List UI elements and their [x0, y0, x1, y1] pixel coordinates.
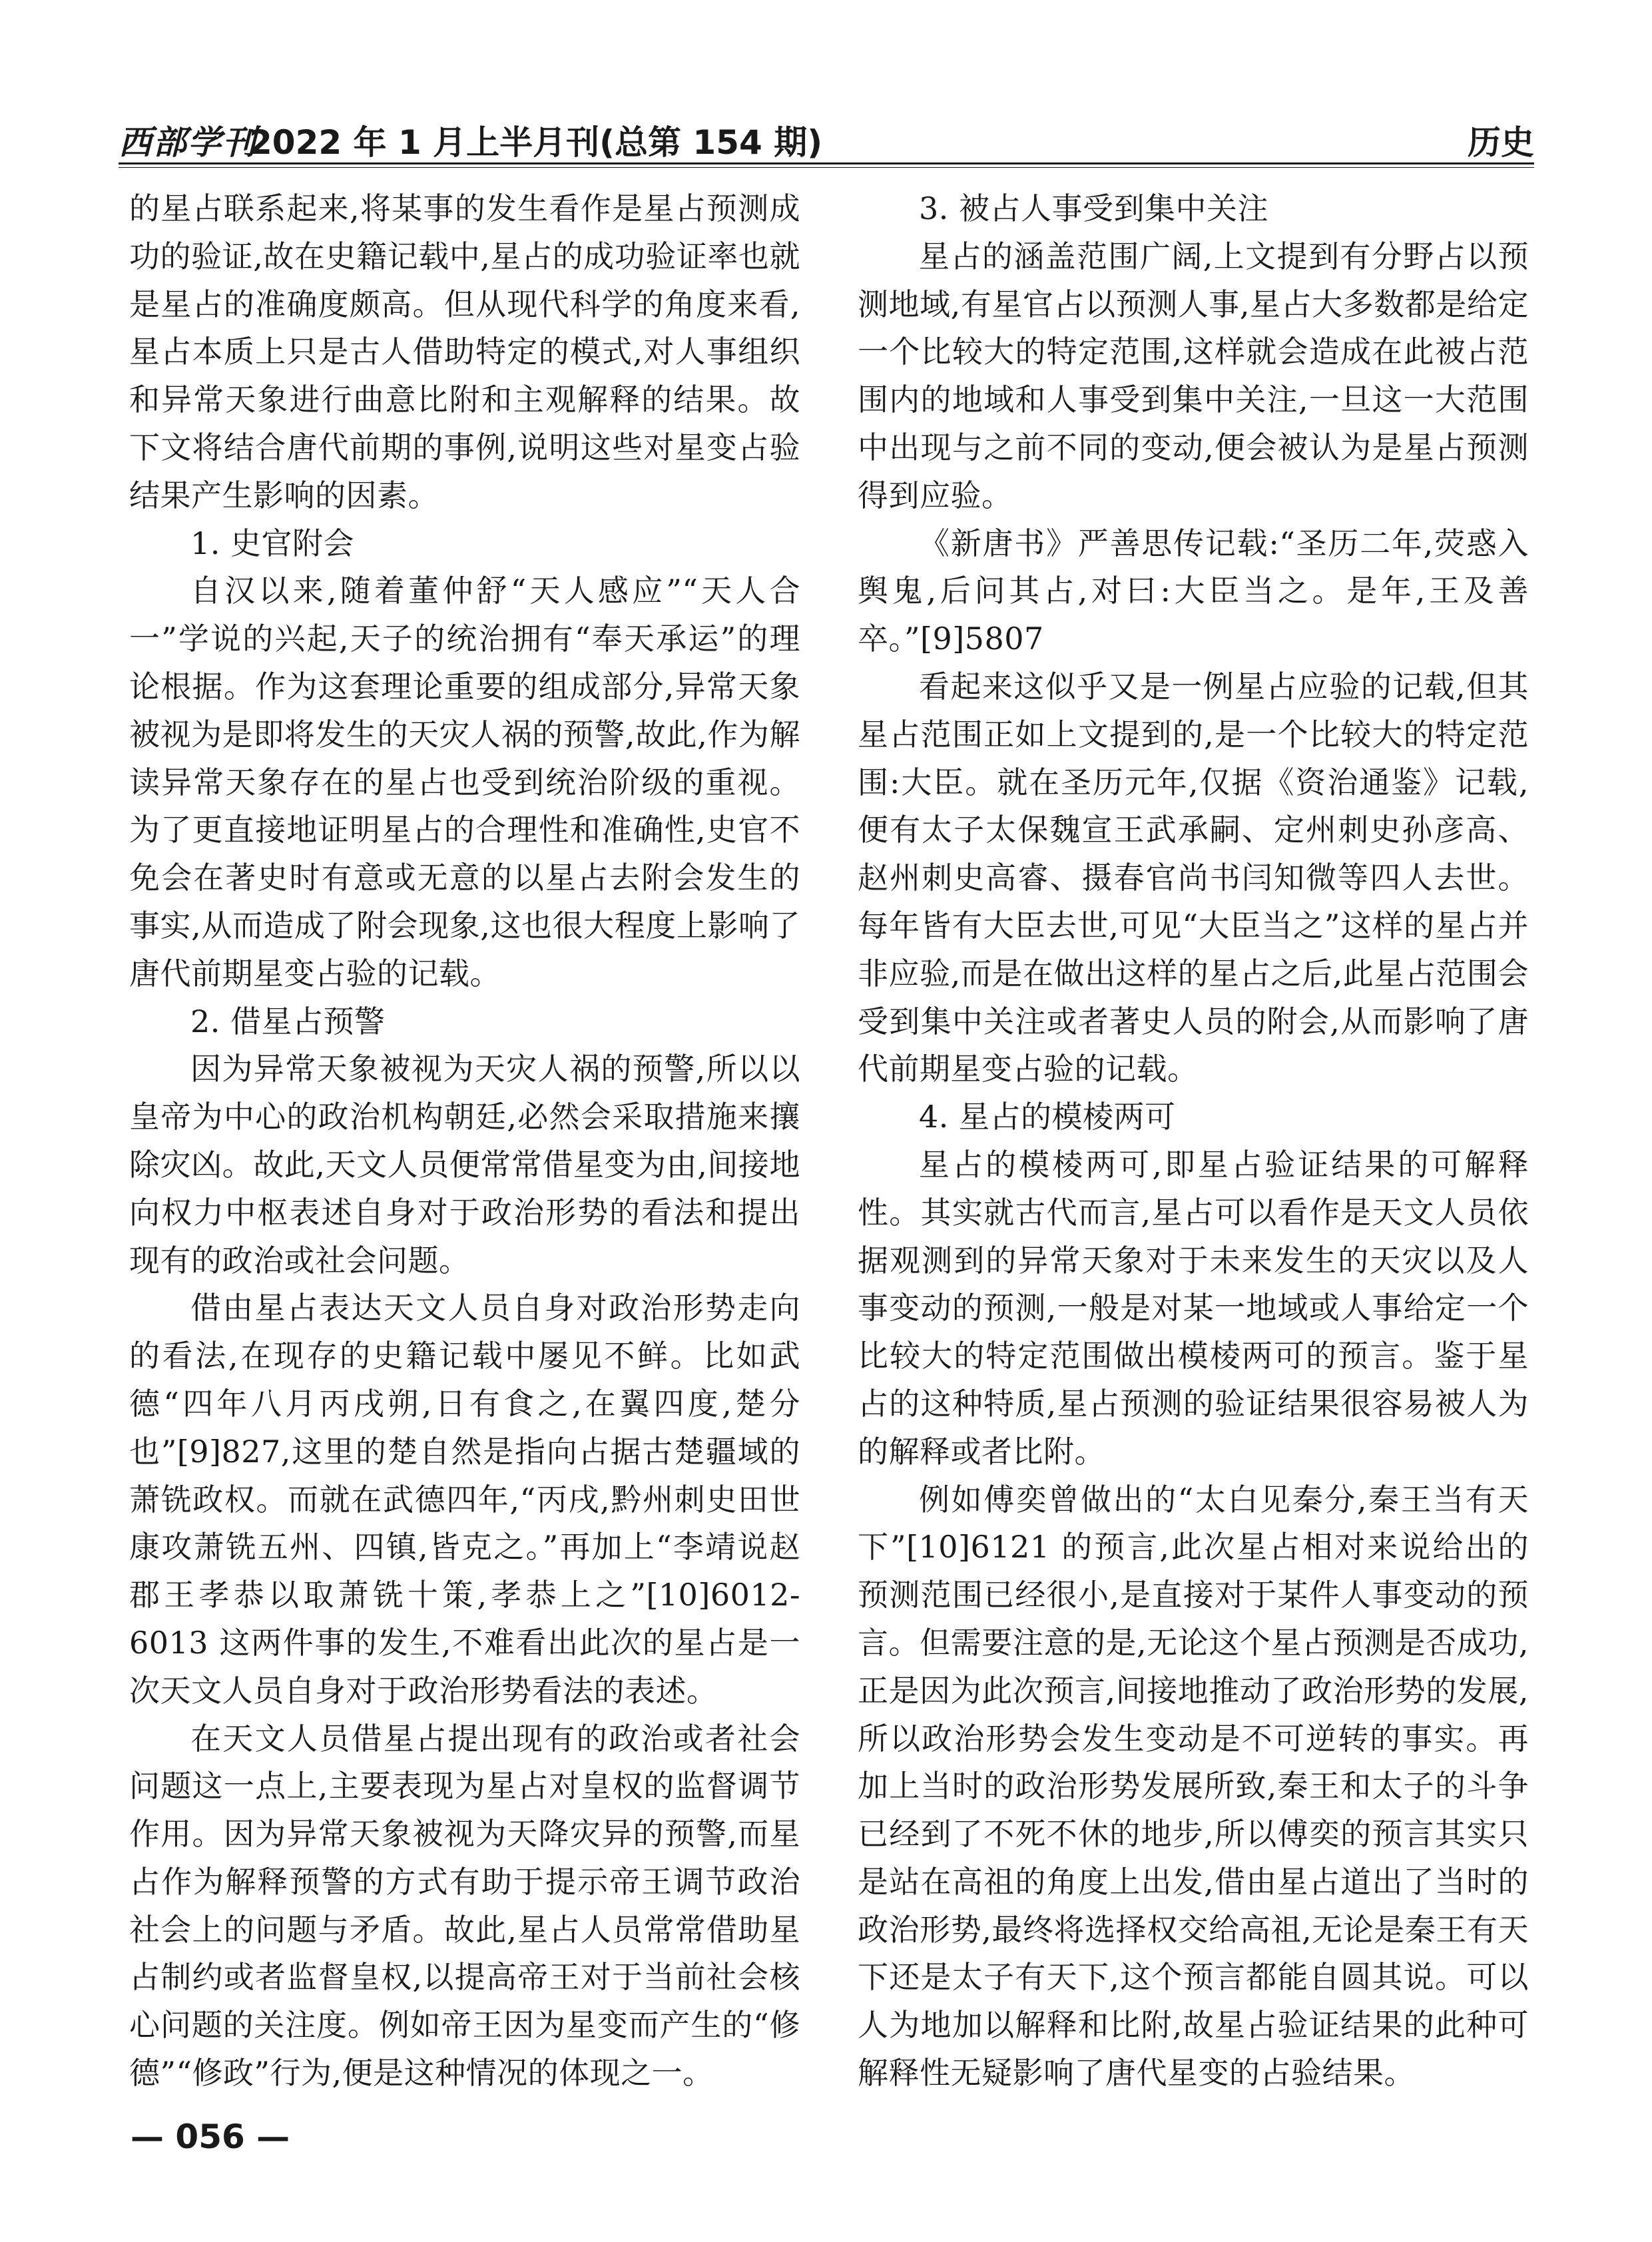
section-heading: 1. 史官附会 [190, 525, 355, 561]
paragraph: 自汉以来,随着董仲舒“天人感应”“天人合一”学说的兴起,天子的统治拥有“奉天承运”的理论根据。作为这套理论重要的组成部分,异常天象被视为是即将发生的天灾人祸的预警,故此,作为解读异常天象存在的星占也受到统治阶级的重视。为了更直接地证明星占的合理性和准确性,史官不免会在著史时有意或无意的以星占去附会发生的事实,从而造成了附会现象,这也很大程度上影响了唐代前期星变占验的记载。 [129, 573, 800, 991]
paragraph: 借由星占表达天文人员自身对政治形势走向的看法,在现存的史籍记载中屡见不鲜。比如武德“四年八月丙戌朔,日有食之,在翼四度,楚分也”[9]827,这里的楚自然是指向占据古楚疆域的萧铣政权。而就在武德四年,“丙戌,黔州刺史田世康攻萧铣五州、四镇,皆克之。”再加上“李靖说赵郡王孝恭以取萧铣十策,孝恭上之”[10]6012-6013 这两件事的发生,不难看出此次的星占是一次天文人员自身对于政治形势看法的表述。 [129, 1290, 800, 1709]
paragraph: 《新唐书》严善思传记载:“圣历二年,荧惑入舆鬼,后问其占,对曰:大臣当之。是年,王及善卒。”[9]5807 [858, 525, 1529, 657]
paragraph: 例如傅奕曾做出的“太白见秦分,秦王当有天下”[10]6121 的预言,此次星占相对来说给出的预测范围已经很小,是直接对于某件人事变动的预言。但需要注意的是,无论这个星占预测是否成功,正是因为此次预言,间接地推动了政治形势的发展,所以政治形势会发生变动是不可逆转的事实。再加上当时的政治形势发展所致,秦王和太子的斗争已经到了不死不休的地步,所以傅奕的预言其实只是站在高祖的角度上出发,借由星占道出了当时的政治形势,最终将选择权交给高祖,无论是秦王有天下还是太子有天下,这个预言都能自圆其说。可以人为地加以解释和比附,故星占验证结果的此种可解释性无疑影响了唐代星变的占验结果。 [858, 1481, 1529, 2092]
header-rule [119, 162, 1534, 168]
page-header [119, 112, 1534, 169]
paragraph: 在天文人员借星占提出现有的政治或者社会问题这一点上,主要表现为星占对皇权的监督调节作用。因为异常天象被视为天降灾异的预警,而星占作为解释预警的方式有助于提示帝王调节政治社会上的问题与矛盾。故此,星占人员常常借助星占制约或者监督皇权,以提高帝王对于当前社会核心问题的关注度。例如帝王因为星变而产生的“修德”“修政”行为,便是这种情况的体现之一。 [129, 1720, 800, 2092]
section-heading: 2. 借星占预警 [190, 1003, 386, 1039]
page-number: — 056 — [131, 2117, 290, 2156]
section-heading: 3. 被占人事受到集中关注 [919, 190, 1269, 226]
section-heading: 4. 星占的模棱两可 [919, 1099, 1176, 1135]
paragraph: 的星占联系起来,将某事的发生看作是星占预测成功的验证,故在史籍记载中,星占的成功验证率也就是星占的准确度颇高。但从现代科学的角度来看,星占本质上只是古人借助特定的模式,对人事组织和异常天象进行曲意比附和主观解释的结果。故下文将结合唐代前期的事例,说明这些对星变占验结果产生影响的因素。 [129, 190, 800, 513]
right-column [858, 185, 1529, 2098]
paragraph: 星占的涵盖范围广阔,上文提到有分野占以预测地域,有星官占以预测人事,星占大多数都是给定一个比较大的特定范围,这样就会造成在此被占范围内的地域和人事受到集中关注,一旦这一大范围中出现与之前不同的变动,便会被认为是星占预测得到应验。 [858, 238, 1529, 513]
left-column [129, 185, 800, 2098]
paragraph: 星占的模棱两可,即星占验证结果的可解释性。其实就古代而言,星占可以看作是天文人员依据观测到的异常天象对于未来发生的天灾以及人事变动的预测,一般是对某一地域或人事给定一个比较大的特定范围做出模棱两可的预言。鉴于星占的这种特质,星占预测的验证结果很容易被人为的解释或者比附。 [858, 1146, 1529, 1470]
paragraph: 看起来这似乎又是一例星占应验的记载,但其星占范围正如上文提到的,是一个比较大的特定范围:大臣。就在圣历元年,仅据《资治通鉴》记载,便有太子太保魏宣王武承嗣、定州刺史孙彦高、赵州刺史高睿、摄春官尚书闫知微等四人去世。每年皆有大臣去世,可见“大臣当之”这样的星占并非应验,而是在做出这样的星占之后,此星占范围会受到集中关注或者著史人员的附会,从而影响了唐代前期星变占验的记载。 [858, 668, 1529, 1087]
journal-logo: 西部学刊 [119, 123, 257, 162]
issue-info: 2022 年 1 月上半月刊(总第 154 期) [249, 123, 823, 162]
paragraph: 因为异常天象被视为天灾人祸的预警,所以以皇帝为中心的政治机构朝廷,必然会采取措施来攘除灾凶。故此,天文人员便常常借星变为由,间接地向权力中枢表述自身对于政治形势的看法和提出现有的政治或社会问题。 [129, 1051, 800, 1278]
section-name: 历史 [1468, 123, 1534, 162]
